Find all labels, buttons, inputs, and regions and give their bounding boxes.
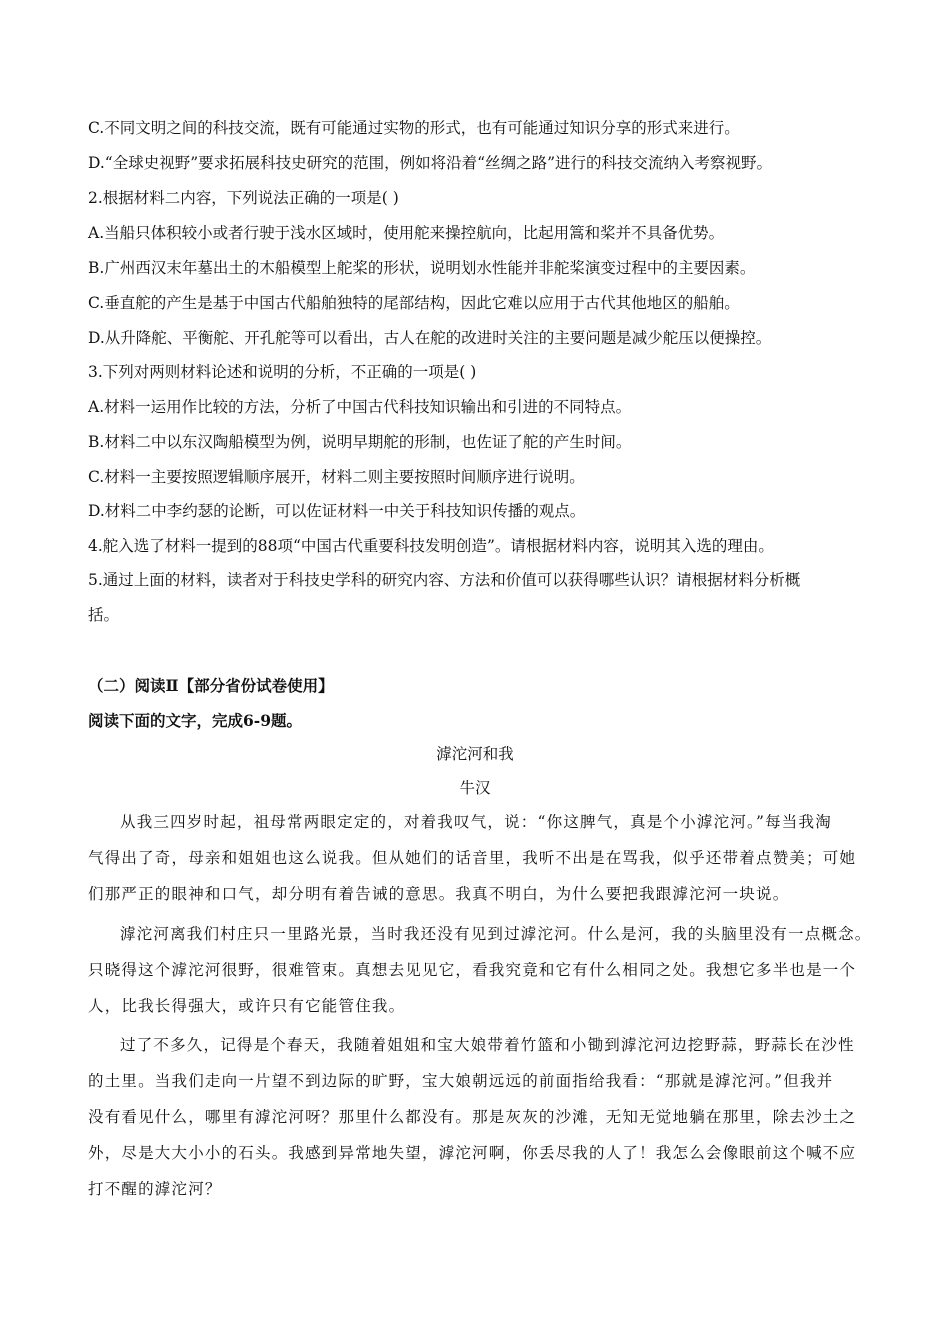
q3-option-a: A.材料一运用作比较的方法，分析了中国古代科技知识输出和引进的不同特点。 (88, 398, 632, 416)
section-heading: （二）阅读Ⅱ【部分省份试卷使用】 (88, 676, 334, 695)
q2-option-d: D.从升降舵、平衡舵、开孔舵等可以看出，古人在舵的改进时关注的主要问题是减少舵压以便操控。 (88, 329, 772, 347)
q2-option-c: C.垂直舵的产生是基于中国古代船舶独特的尾部结构，因此它难以应用于古代其他地区的船舶。 (88, 294, 740, 312)
article-line: 从我三四岁时起，祖母常两眼定定的，对着我叹气，说：“你这脾气，真是个小滹沱河。”每当我淘 (120, 813, 832, 831)
article-title: 滹沱河和我 (436, 745, 514, 763)
q3-option-d: D.材料二中李约瑟的论断，可以佐证材料一中关于科技知识传播的观点。 (88, 502, 586, 520)
article-line: 滹沱河离我们村庄只一里路光景，当时我还没有见到过滹沱河。什么是河，我的头脑里没有一点概念。 (120, 925, 872, 943)
article-line: 只晓得这个滹沱河很野，很难管束。真想去见见它，看我究竟和它有什么相同之处。我想它多半也是一个 (88, 961, 857, 979)
article-line: 没有看见什么，哪里有滹沱河呀？那里什么都没有。那是灰灰的沙滩，无知无觉地躺在那里，除去沙土之 (88, 1108, 857, 1126)
q3-option-b: B.材料二中以东汉陶船模型为例，说明早期舵的形制，也佐证了舵的产生时间。 (88, 433, 632, 451)
q1-option-d: D.“全球史视野”要求拓展科技史研究的范围，例如将沿着“丝绸之路”进行的科技交流纳入考察视野。 (88, 154, 773, 172)
article-line: 打不醒的滹沱河？ (88, 1180, 222, 1198)
q2-stem: 2.根据材料二内容，下列说法正确的一项是( ) (88, 189, 399, 207)
article-line: 外，尽是大大小小的石头。我感到异常地失望，滹沱河啊，你丢尽我的人了！我怎么会像眼前这个喊不应 (88, 1144, 857, 1162)
article-author: 牛汉 (459, 779, 491, 797)
q2-option-b: B.广州西汉末年墓出土的木船模型上舵桨的形状，说明划水性能并非舵桨演变过程中的主要因素。 (88, 259, 756, 277)
q4-stem: 4.舵入选了材料一提到的88项“中国古代重要科技发明创造”。请根据材料内容，说明其入选的理由。 (88, 537, 774, 555)
q3-option-c: C.材料一主要按照逻辑顺序展开，材料二则主要按照时间顺序进行说明。 (88, 468, 585, 486)
article-line: 人，比我长得强大，或许只有它能管住我。 (88, 997, 406, 1015)
q1-option-c: C.不同文明之间的科技交流，既有可能通过实物的形式，也有可能通过知识分享的形式来进行。 (88, 119, 740, 137)
q5-stem-line1: 5.通过上面的材料，读者对于科技史学科的研究内容、方法和价值可以获得哪些认识？请根据材料分析概 (88, 571, 801, 589)
article-line: 过了不多久，记得是个春天，我随着姐姐和宝大娘带着竹篮和小锄到滹沱河边挖野蒜，野蒜长在沙性 (120, 1036, 855, 1054)
q2-option-a: A.当船只体积较小或者行驶于浅水区域时，使用舵来操控航向，比起用篙和桨并不具备优势。 (88, 224, 725, 242)
section-instruction: 阅读下面的文字，完成6-9题。 (88, 711, 303, 730)
q5-stem-line2: 括。 (88, 606, 120, 624)
q3-stem: 3.下列对两则材料论述和说明的分析，不正确的一项是( ) (88, 363, 477, 381)
article-line: 们那严正的眼神和口气，却分明有着告诫的意思。我真不明白，为什么要把我跟滹沱河一块说。 (88, 885, 790, 903)
article-line: 气得出了奇，母亲和姐姐也这么说我。但从她们的话音里，我听不出是在骂我，似乎还带着点赞美；可她 (88, 849, 857, 867)
article-line: 的土里。当我们走向一片望不到边际的旷野，宝大娘朝远远的前面指给我看：“那就是滹沱河。”但我并 (88, 1072, 834, 1090)
